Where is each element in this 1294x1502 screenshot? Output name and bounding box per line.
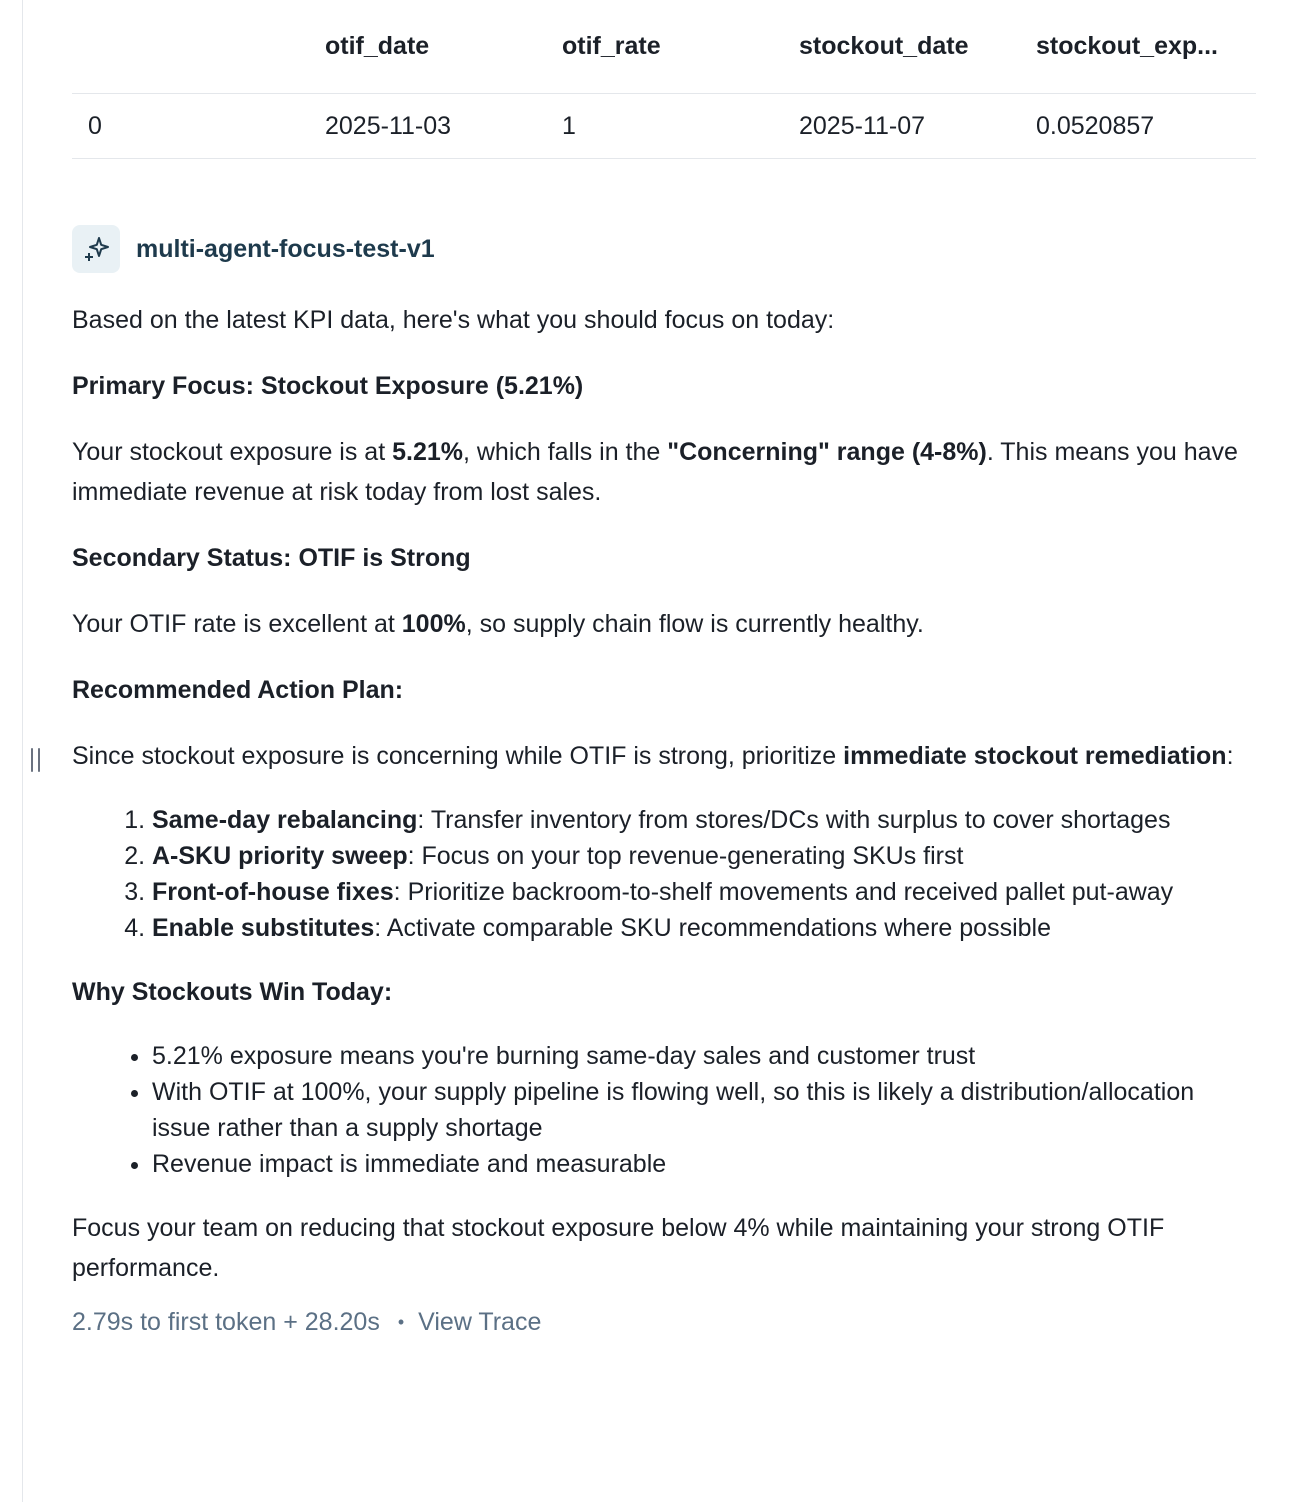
timing-text: 2.79s to first token + 28.20s: [72, 1308, 380, 1336]
table-cell-index: 0: [72, 94, 325, 159]
column-header-otif-rate[interactable]: otif_rate: [562, 0, 799, 94]
plan-paragraph: Since stockout exposure is concerning while OTIF is strong, prioritize immediate stockout remediation:: [72, 742, 1234, 770]
list-item: • With OTIF at 100%, your supply pipeline is flowing well, so this is likely a distribution/allocation issue rather than a supply shortage: [152, 1074, 1256, 1146]
action-plan-list: [72, 802, 1256, 946]
assistant-message: [72, 300, 1256, 1342]
result-table: [72, 0, 1256, 159]
why-list: [72, 1038, 1256, 1182]
primary-heading: Primary Focus: Stockout Exposure (5.21%): [72, 372, 584, 400]
view-trace-link[interactable]: View Trace: [418, 1308, 542, 1336]
primary-paragraph: Your stockout exposure is at 5.21%, which falls in the "Concerning" range (4-8%). This means you have immediate revenue at risk today from lost sales.: [72, 438, 1238, 506]
list-item: • 5.21% exposure means you're burning same-day sales and customer trust: [152, 1038, 1256, 1074]
column-header-index[interactable]: [72, 0, 325, 94]
table-header-row: [72, 0, 1256, 94]
table-cell-otif-date: 2025-11-03: [325, 94, 562, 159]
intro-text: Based on the latest KPI data, here's what you should focus on today:: [72, 306, 835, 334]
column-header-stockout-exposure[interactable]: stockout_exp...: [1036, 0, 1256, 94]
column-header-otif-date[interactable]: otif_date: [325, 0, 562, 94]
why-heading: Why Stockouts Win Today:: [72, 978, 393, 1006]
list-item: 4. Enable substitutes: Activate comparable SKU recommendations where possible: [152, 910, 1256, 946]
resize-handle[interactable]: [31, 748, 43, 774]
closing-text: Focus your team on reducing that stockout exposure below 4% while maintaining your strong OTIF performance.: [72, 1214, 1165, 1282]
list-item: 3. Front-of-house fixes: Prioritize backroom-to-shelf movements and received pallet put-away: [152, 874, 1256, 910]
message-footer: [72, 1302, 1256, 1342]
plan-heading: Recommended Action Plan:: [72, 676, 404, 704]
separator-dot: •: [397, 1312, 405, 1332]
agent-header: [72, 225, 435, 273]
chat-content: [72, 0, 1256, 1336]
table-row: [72, 94, 1256, 159]
table-cell-stockout-exposure: 0.0520857: [1036, 94, 1256, 159]
secondary-paragraph: Your OTIF rate is excellent at 100%, so supply chain flow is currently healthy.: [72, 610, 924, 638]
secondary-heading: Secondary Status: OTIF is Strong: [72, 544, 471, 572]
column-header-stockout-date[interactable]: stockout_date: [799, 0, 1036, 94]
table-cell-otif-rate: 1: [562, 94, 799, 159]
list-item: • Revenue impact is immediate and measurable: [152, 1146, 1256, 1182]
list-item: 1. Same-day rebalancing: Transfer inventory from stores/DCs with surplus to cover shortages: [152, 802, 1256, 838]
agent-name: multi-agent-focus-test-v1: [136, 234, 435, 263]
list-item: 2. A-SKU priority sweep: Focus on your top revenue-generating SKUs first: [152, 838, 1256, 874]
panel-left-border: [22, 0, 23, 1502]
table-cell-stockout-date: 2025-11-07: [799, 94, 1036, 159]
sparkle-icon: [72, 225, 120, 273]
